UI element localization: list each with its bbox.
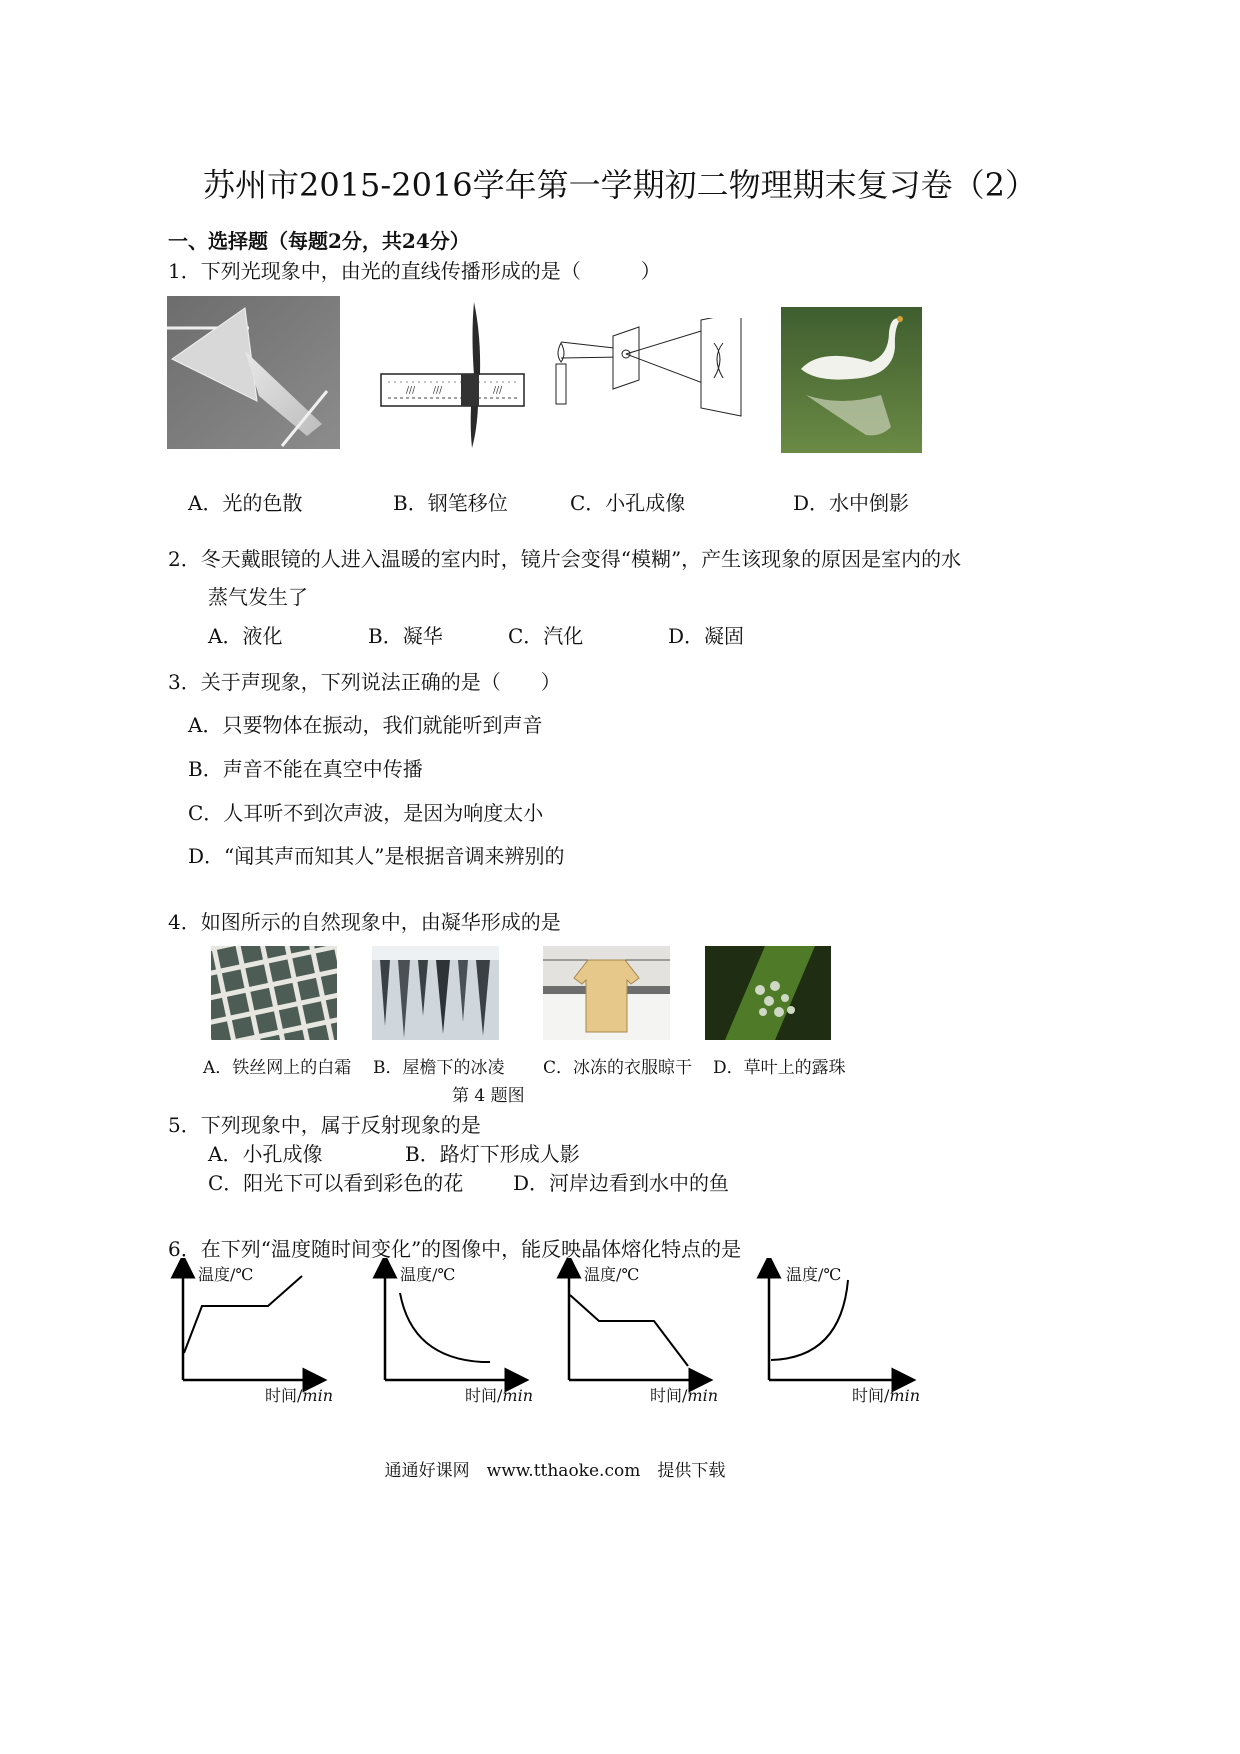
question-4-stem: 4．如图所示的自然现象中，由凝华形成的是 [168, 910, 561, 934]
prism-dispersion-image [167, 296, 340, 449]
x-axis-label: 时间/min [650, 1386, 718, 1405]
q4-option-a[interactable]: A．铁丝网上的白霜 [203, 1058, 352, 1078]
q2-option-d[interactable]: D．凝固 [668, 624, 745, 648]
y-axis-label: 温度/℃ [786, 1265, 842, 1284]
q2-option-a[interactable]: A．液化 [208, 624, 283, 648]
section-heading: 一、选择题（每题2分，共24分） [168, 229, 470, 253]
page-title: 苏州市2015-2016学年第一学期初二物理期末复习卷（2） [202, 166, 1038, 204]
q5-option-b[interactable]: B．路灯下形成人影 [405, 1142, 580, 1166]
q1-option-a[interactable]: A．光的色散 [188, 491, 303, 515]
q4-option-b[interactable]: B．屋檐下的冰凌 [373, 1058, 505, 1078]
curve [184, 1276, 302, 1353]
q4-figure-label: 第 4 题图 [452, 1086, 525, 1106]
question-5-stem: 5．下列现象中，属于反射现象的是 [168, 1113, 481, 1137]
svg-text:///: /// [406, 386, 416, 396]
q5-option-d[interactable]: D．河岸边看到水中的鱼 [513, 1171, 730, 1195]
q3-option-c[interactable]: C．人耳听不到次声波，是因为响度太小 [188, 801, 544, 825]
q4-option-c[interactable]: C．冰冻的衣服晾干 [543, 1058, 693, 1078]
frozen-clothes-image [543, 946, 670, 1040]
question-6-stem: 6．在下列“温度随时间变化”的图像中，能反映晶体熔化特点的是 [168, 1237, 742, 1261]
icicles-image [372, 946, 499, 1040]
q3-option-d[interactable]: D．“闻其声而知其人”是根据音调来辨别的 [188, 844, 565, 868]
q5-option-c[interactable]: C．阳光下可以看到彩色的花 [208, 1171, 464, 1195]
y-axis-label: 温度/℃ [400, 1265, 456, 1284]
graph-d[interactable] [756, 1258, 926, 1408]
question-3-stem: 3．关于声现象，下列说法正确的是（ ） [168, 670, 561, 694]
y-axis-label: 温度/℃ [198, 1265, 254, 1284]
q1-option-d[interactable]: D．水中倒影 [793, 491, 910, 515]
question-2-stem-cont: 蒸气发生了 [208, 585, 308, 609]
question-2-stem: 2．冬天戴眼镜的人进入温暖的室内时，镜片会变得“模糊”，产生该现象的原因是室内的水 [168, 547, 962, 571]
frost-on-wire-mesh-image [211, 946, 337, 1040]
x-axis-label: 时间/min [265, 1386, 333, 1405]
svg-text:///: /// [433, 386, 443, 396]
q2-option-b[interactable]: B．凝华 [368, 624, 443, 648]
curve [400, 1293, 490, 1362]
x-axis-label: 时间/min [465, 1386, 533, 1405]
q2-option-c[interactable]: C．汽化 [508, 624, 584, 648]
q3-option-b[interactable]: B．声音不能在真空中传播 [188, 757, 423, 781]
x-axis-label: 时间/min [852, 1386, 920, 1405]
q1-option-b[interactable]: B．钢笔移位 [393, 491, 508, 515]
q5-option-a[interactable]: A．小孔成像 [208, 1142, 323, 1166]
y-axis-label: 温度/℃ [584, 1265, 640, 1284]
graph-b[interactable] [372, 1258, 542, 1408]
q4-option-d[interactable]: D．草叶上的露珠 [713, 1058, 846, 1078]
pinhole-imaging-image [551, 318, 743, 418]
q1-option-c[interactable]: C．小孔成像 [570, 491, 686, 515]
graph-a[interactable] [170, 1258, 340, 1408]
question-1-stem: 1．下列光现象中，由光的直线传播形成的是（ ） [168, 259, 661, 283]
curve [771, 1280, 848, 1360]
dew-on-grass-image [705, 946, 831, 1040]
footer-text: 通通好课网 www.tthaoke.com 提供下载 [384, 1461, 726, 1481]
curve [570, 1295, 688, 1366]
graph-c[interactable] [556, 1258, 726, 1408]
q3-option-a[interactable]: A．只要物体在振动，我们就能听到声音 [188, 713, 543, 737]
pen-displacement-image [378, 300, 528, 450]
swan-reflection-image [781, 307, 922, 453]
svg-text:///: /// [493, 386, 503, 396]
